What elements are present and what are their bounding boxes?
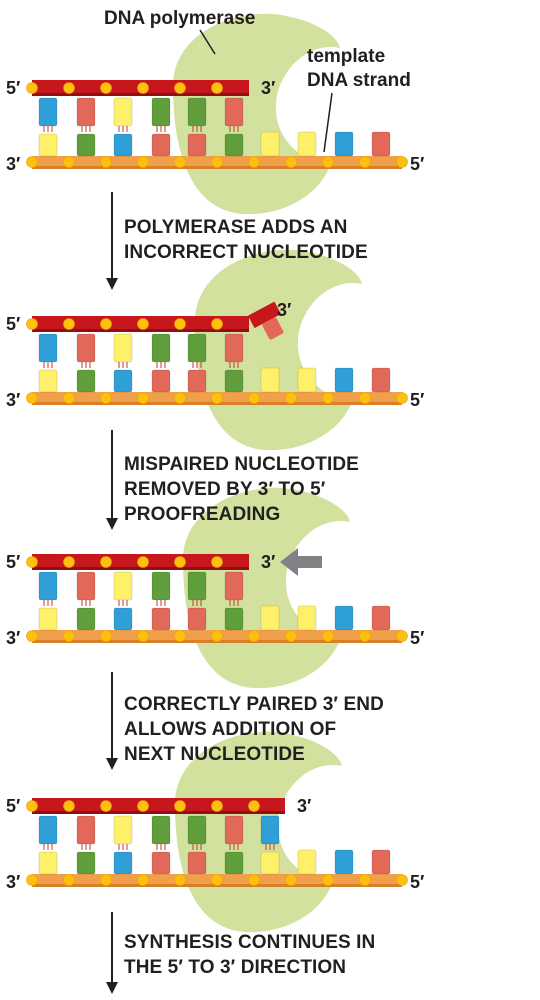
template-base <box>335 368 353 392</box>
template-base <box>77 852 95 874</box>
template-3prime-label: 3′ <box>6 154 21 174</box>
template-phosphate <box>101 393 112 404</box>
template-base <box>114 852 132 874</box>
template-phosphate <box>101 631 112 642</box>
new-strand-phosphate <box>175 319 186 330</box>
step-arrow-head <box>106 982 118 994</box>
new-strand-phosphate <box>101 319 112 330</box>
template-phosphate <box>101 157 112 168</box>
new-strand-base <box>152 334 170 362</box>
template-phosphate <box>27 875 38 886</box>
template-base <box>372 132 390 156</box>
new-strand-5prime-label: 5′ <box>6 552 21 572</box>
template-phosphate <box>64 875 75 886</box>
template-base <box>77 608 95 630</box>
template-base <box>261 368 279 392</box>
template-phosphate <box>212 631 223 642</box>
step-caption-line2: REMOVED BY 3′ TO 5′ <box>124 479 326 500</box>
new-strand-base <box>188 816 206 844</box>
new-strand-base <box>114 572 132 600</box>
new-strand-phosphate <box>64 319 75 330</box>
template-base <box>372 368 390 392</box>
template-base <box>335 606 353 630</box>
new-strand-phosphate <box>101 557 112 568</box>
new-strand-phosphate <box>27 83 38 94</box>
new-strand-base <box>39 98 57 126</box>
template-base <box>152 852 170 874</box>
template-phosphate <box>323 875 334 886</box>
new-strand-3prime-label: 3′ <box>261 78 276 98</box>
new-strand-base <box>77 572 95 600</box>
template-phosphate <box>286 631 297 642</box>
template-phosphate <box>101 875 112 886</box>
template-phosphate <box>360 875 371 886</box>
template-3prime-label: 3′ <box>6 390 21 410</box>
template-base <box>39 852 57 874</box>
template-base <box>298 132 316 156</box>
template-base <box>225 134 243 156</box>
new-strand-phosphate <box>64 557 75 568</box>
template-3prime-label: 3′ <box>6 872 21 892</box>
panel-1 <box>6 14 424 214</box>
new-strand-base <box>77 816 95 844</box>
template-base <box>261 132 279 156</box>
new-strand-base <box>188 572 206 600</box>
new-strand-phosphate <box>64 83 75 94</box>
template-base <box>335 132 353 156</box>
template-5prime-label: 5′ <box>410 154 425 174</box>
new-strand-phosphate <box>64 801 75 812</box>
template-phosphate <box>27 631 38 642</box>
template-phosphate <box>323 631 334 642</box>
new-strand-phosphate <box>175 557 186 568</box>
template-base <box>188 852 206 874</box>
new-strand-base <box>152 98 170 126</box>
new-strand-3prime-label: 3′ <box>277 300 292 320</box>
new-strand-base <box>225 334 243 362</box>
template-phosphate <box>212 875 223 886</box>
new-strand-phosphate <box>138 83 149 94</box>
template-base <box>77 370 95 392</box>
new-strand-base <box>261 816 279 844</box>
step-caption-line2: INCORRECT NUCLEOTIDE <box>124 242 368 263</box>
dna-polymerase-enzyme <box>195 250 362 450</box>
template-phosphate <box>138 631 149 642</box>
template-3prime-label: 3′ <box>6 628 21 648</box>
new-strand-base <box>77 334 95 362</box>
template-base <box>152 134 170 156</box>
template-base <box>225 852 243 874</box>
template-phosphate <box>249 393 260 404</box>
new-strand-phosphate <box>138 319 149 330</box>
new-strand-phosphate <box>212 319 223 330</box>
new-strand-base <box>39 816 57 844</box>
template-5prime-label: 5′ <box>410 872 425 892</box>
template-5prime-label: 5′ <box>410 628 425 648</box>
template-phosphate <box>27 393 38 404</box>
template-base <box>188 134 206 156</box>
new-strand-5prime-label: 5′ <box>6 796 21 816</box>
new-strand-base <box>152 816 170 844</box>
step-caption-line3: NEXT NUCLEOTIDE <box>124 744 305 765</box>
template-phosphate <box>175 631 186 642</box>
template-phosphate <box>397 631 408 642</box>
new-strand-phosphate <box>101 83 112 94</box>
new-strand-base <box>188 98 206 126</box>
template-base <box>188 608 206 630</box>
new-strand-phosphate <box>212 801 223 812</box>
new-strand-phosphate <box>212 83 223 94</box>
template-phosphate <box>175 157 186 168</box>
template-base <box>298 606 316 630</box>
new-strand-phosphate <box>138 801 149 812</box>
new-strand-base <box>188 334 206 362</box>
new-strand-phosphate <box>27 801 38 812</box>
new-strand-3prime-label: 3′ <box>261 552 276 572</box>
new-strand-phosphate <box>138 557 149 568</box>
template-base <box>77 134 95 156</box>
template-base <box>152 608 170 630</box>
new-strand-phosphate <box>101 801 112 812</box>
template-base <box>298 368 316 392</box>
new-strand-base <box>225 816 243 844</box>
template-phosphate <box>360 157 371 168</box>
new-strand-5prime-label: 5′ <box>6 314 21 334</box>
step-arrow-head <box>106 518 118 530</box>
template-base <box>225 608 243 630</box>
new-strand-phosphate <box>175 83 186 94</box>
step-caption-line1: POLYMERASE ADDS AN <box>124 217 348 238</box>
new-strand-base <box>152 572 170 600</box>
template-base <box>372 850 390 874</box>
new-strand-base <box>114 816 132 844</box>
step-caption-line2: ALLOWS ADDITION OF <box>124 719 337 740</box>
template-base <box>261 852 279 874</box>
template-phosphate <box>138 393 149 404</box>
new-strand-phosphate <box>175 801 186 812</box>
template-phosphate <box>249 157 260 168</box>
template-base <box>225 370 243 392</box>
step-caption-line1: CORRECTLY PAIRED 3′ END <box>124 694 384 715</box>
new-strand-3prime-label: 3′ <box>297 796 312 816</box>
template-phosphate <box>64 393 75 404</box>
template-phosphate <box>212 393 223 404</box>
template-5prime-label: 5′ <box>410 390 425 410</box>
template-phosphate <box>397 157 408 168</box>
template-base <box>114 608 132 630</box>
new-strand-base <box>114 98 132 126</box>
template-phosphate <box>286 157 297 168</box>
new-strand-phosphate <box>27 319 38 330</box>
template-base <box>261 606 279 630</box>
step-arrow-head <box>106 758 118 770</box>
new-strand-base <box>225 98 243 126</box>
template-phosphate <box>286 875 297 886</box>
new-strand-phosphate <box>249 801 260 812</box>
template-base <box>298 850 316 874</box>
template-base <box>39 370 57 392</box>
template-base <box>114 134 132 156</box>
new-strand-base <box>39 334 57 362</box>
new-strand-base <box>77 98 95 126</box>
template-base <box>335 850 353 874</box>
template-phosphate <box>175 875 186 886</box>
step-arrow-head <box>106 278 118 290</box>
new-strand-phosphate <box>27 557 38 568</box>
template-base <box>39 608 57 630</box>
step-caption-line3: PROOFREADING <box>124 504 281 525</box>
template-leader-line <box>324 93 332 152</box>
template-phosphate <box>249 875 260 886</box>
template-phosphate <box>138 157 149 168</box>
template-label-line1: template <box>307 46 386 67</box>
template-phosphate <box>212 157 223 168</box>
template-phosphate <box>27 157 38 168</box>
new-strand-base <box>225 572 243 600</box>
step-caption-line1: SYNTHESIS CONTINUES IN <box>124 932 376 953</box>
template-label-line2: DNA strand <box>307 70 411 91</box>
template-phosphate <box>138 875 149 886</box>
template-phosphate <box>64 631 75 642</box>
step-caption-line2: THE 5′ TO 3′ DIRECTION <box>124 957 347 978</box>
step-caption-line1: MISPAIRED NUCLEOTIDE <box>124 454 359 475</box>
dna-polymerase-label: DNA polymerase <box>104 8 256 29</box>
new-strand-5prime-label: 5′ <box>6 78 21 98</box>
panel-2 <box>6 250 424 450</box>
template-base <box>152 370 170 392</box>
template-phosphate <box>323 157 334 168</box>
template-phosphate <box>286 393 297 404</box>
template-phosphate <box>249 631 260 642</box>
template-phosphate <box>64 157 75 168</box>
new-strand-phosphate <box>212 557 223 568</box>
template-phosphate <box>397 875 408 886</box>
new-strand-base <box>39 572 57 600</box>
template-phosphate <box>360 631 371 642</box>
new-strand-base <box>114 334 132 362</box>
template-phosphate <box>397 393 408 404</box>
template-base <box>39 134 57 156</box>
template-phosphate <box>323 393 334 404</box>
template-base <box>114 370 132 392</box>
template-base <box>372 606 390 630</box>
template-phosphate <box>175 393 186 404</box>
template-phosphate <box>360 393 371 404</box>
template-base <box>188 370 206 392</box>
